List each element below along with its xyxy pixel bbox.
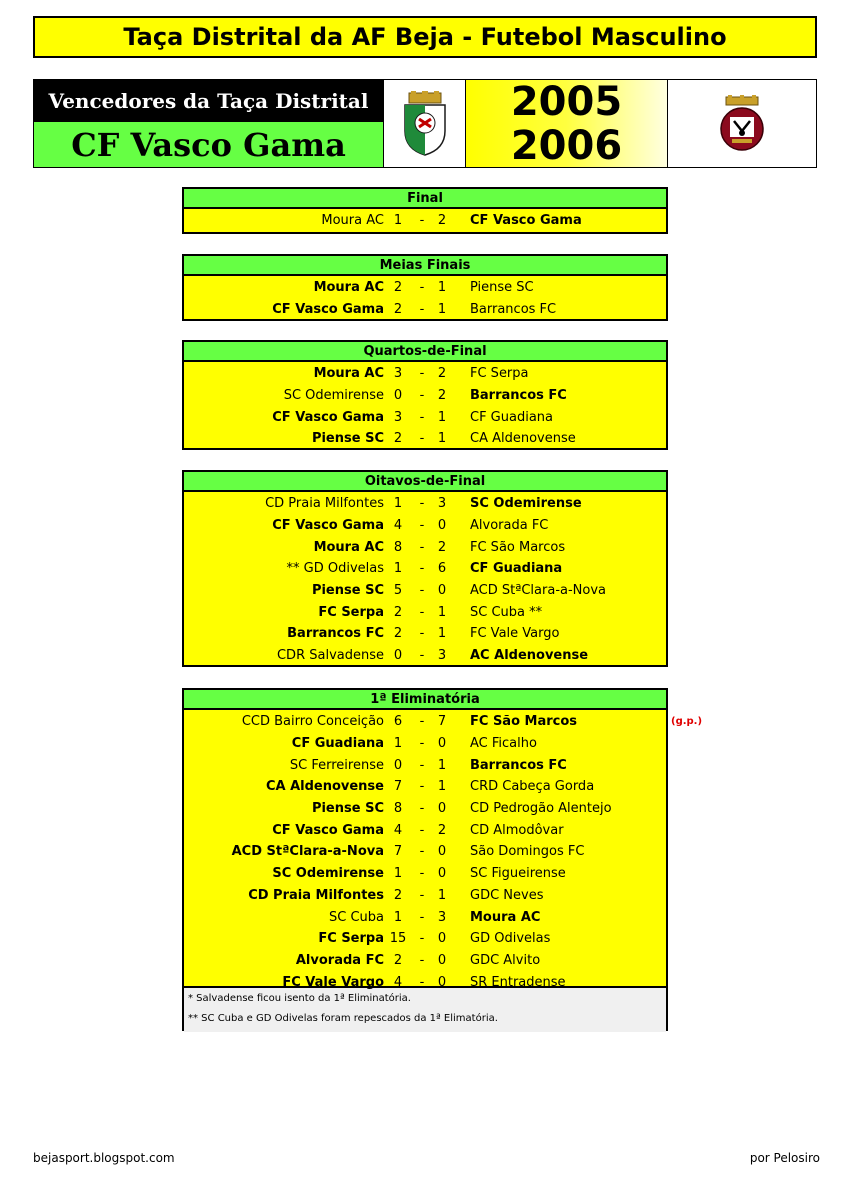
footer-source: bejasport.blogspot.com <box>33 1151 175 1165</box>
season-cell <box>466 80 668 167</box>
away-score: 1 <box>437 280 447 296</box>
match-list <box>184 209 666 232</box>
match-row <box>184 841 666 863</box>
score-separator: - <box>419 518 425 534</box>
home-score: 2 <box>393 887 403 903</box>
away-team: Moura AC <box>470 909 541 925</box>
winner-panel <box>34 80 384 167</box>
match-row <box>184 928 666 950</box>
home-team: ACD StªClara-a-Nova <box>231 844 384 860</box>
match-row <box>184 776 666 798</box>
away-score: 6 <box>437 561 447 577</box>
association-crest-cell <box>668 80 816 167</box>
match-row <box>184 645 666 667</box>
away-score: 7 <box>437 714 447 730</box>
match-list <box>184 492 666 667</box>
footer-author: por Pelosiro <box>749 1151 820 1165</box>
page-title: Taça Distrital da AF Beja - Futebol Masculino <box>33 16 817 58</box>
away-score: 0 <box>437 801 447 817</box>
home-team: FC Serpa <box>318 931 384 947</box>
match-row <box>184 798 666 820</box>
round-first <box>182 688 668 1031</box>
score-separator: - <box>419 931 425 947</box>
home-score: 2 <box>393 952 403 968</box>
home-score: 1 <box>393 909 403 925</box>
round-title: Meias Finais <box>184 256 666 276</box>
home-score: 2 <box>393 431 403 447</box>
match-row <box>184 493 666 515</box>
away-score: 0 <box>437 866 447 882</box>
score-separator: - <box>419 866 425 882</box>
away-score: 3 <box>437 496 447 512</box>
away-team: CD Almodôvar <box>470 822 564 838</box>
away-team: AC Ficalho <box>470 736 537 752</box>
away-team: Barrancos FC <box>470 388 567 404</box>
away-score: 0 <box>437 931 447 947</box>
score-separator: - <box>419 714 425 730</box>
home-score: 2 <box>393 280 403 296</box>
score-separator: - <box>419 887 425 903</box>
home-score: 0 <box>393 388 403 404</box>
match-row <box>184 580 666 602</box>
home-team: SC Ferreirense <box>289 757 384 773</box>
away-score: 0 <box>437 518 447 534</box>
away-score: 2 <box>437 822 447 838</box>
score-separator: - <box>419 302 425 318</box>
away-score: 2 <box>437 366 447 382</box>
home-score: 1 <box>393 866 403 882</box>
away-team: CRD Cabeça Gorda <box>470 779 595 795</box>
af-beja-crest-icon <box>718 95 766 153</box>
score-separator: - <box>419 736 425 752</box>
away-team: SC Cuba ** <box>470 604 543 620</box>
away-team: Piense SC <box>470 280 534 296</box>
away-team: FC Serpa <box>470 366 529 382</box>
home-score: 2 <box>393 302 403 318</box>
round-title: Oitavos-de-Final <box>184 472 666 492</box>
score-separator: - <box>419 583 425 599</box>
away-score: 1 <box>437 757 447 773</box>
club-crest-cell <box>384 80 466 167</box>
match-row <box>184 601 666 623</box>
away-team: Barrancos FC <box>470 757 567 773</box>
away-score: 1 <box>437 887 447 903</box>
away-team: ACD StªClara-a-Nova <box>470 583 607 599</box>
home-score: 4 <box>393 518 403 534</box>
away-team: GDC Alvito <box>470 952 541 968</box>
home-team: FC Serpa <box>318 604 384 620</box>
match-row <box>184 711 666 733</box>
score-separator: - <box>419 822 425 838</box>
home-team: Moura AC <box>321 213 384 229</box>
match-row <box>184 428 666 450</box>
score-separator: - <box>419 431 425 447</box>
home-score: 4 <box>393 974 403 990</box>
score-separator: - <box>419 561 425 577</box>
vasco-gama-crest-icon <box>399 91 451 157</box>
away-score: 3 <box>437 909 447 925</box>
round-final <box>182 187 668 234</box>
match-row <box>184 754 666 776</box>
home-score: 2 <box>393 604 403 620</box>
score-separator: - <box>419 757 425 773</box>
away-team: CF Guadiana <box>470 409 554 425</box>
home-score: 0 <box>393 648 403 664</box>
away-score: 0 <box>437 974 447 990</box>
match-row <box>184 210 666 232</box>
match-row <box>184 385 666 407</box>
match-row <box>184 885 666 907</box>
winners-label: Vencedores da Taça Distrital <box>34 80 383 122</box>
home-team: CA Aldenovense <box>265 779 384 795</box>
home-team: Moura AC <box>313 366 384 382</box>
home-team: CD Praia Milfontes <box>248 887 384 903</box>
away-score: 0 <box>437 736 447 752</box>
home-score: 1 <box>393 561 403 577</box>
home-team: CF Vasco Gama <box>272 822 384 838</box>
away-team: FC São Marcos <box>470 714 578 730</box>
match-list <box>184 362 666 450</box>
home-score: 3 <box>393 366 403 382</box>
away-score: 0 <box>437 583 447 599</box>
home-score: 1 <box>393 736 403 752</box>
score-separator: - <box>419 388 425 404</box>
home-score: 8 <box>393 539 403 555</box>
away-team: GD Odivelas <box>470 931 551 947</box>
score-separator: - <box>419 909 425 925</box>
away-score: 1 <box>437 604 447 620</box>
score-separator: - <box>419 539 425 555</box>
match-row <box>184 558 666 580</box>
away-team: Alvorada FC <box>470 518 549 534</box>
score-separator: - <box>419 366 425 382</box>
away-score: 1 <box>437 431 447 447</box>
round-of-16 <box>182 470 668 667</box>
home-score: 6 <box>393 714 403 730</box>
home-team: Piense SC <box>311 431 384 447</box>
score-separator: - <box>419 604 425 620</box>
away-score: 1 <box>437 302 447 318</box>
home-team: CF Vasco Gama <box>272 302 384 318</box>
home-score: 8 <box>393 801 403 817</box>
match-row <box>184 906 666 928</box>
home-score: 2 <box>393 626 403 642</box>
score-separator: - <box>419 801 425 817</box>
home-score: 5 <box>393 583 403 599</box>
match-row <box>184 863 666 885</box>
away-team: CF Guadiana <box>470 561 563 577</box>
winner-name: CF Vasco Gama <box>34 122 383 167</box>
round-title: Final <box>184 189 666 209</box>
home-team: CD Praia Milfontes <box>265 496 384 512</box>
home-team: CF Vasco Gama <box>272 518 384 534</box>
home-team: CDR Salvadense <box>276 648 384 664</box>
home-team: Barrancos FC <box>287 626 384 642</box>
round-title: Quartos-de-Final <box>184 342 666 362</box>
round-semifinals <box>182 254 668 321</box>
away-team: São Domingos FC <box>470 844 585 860</box>
match-row <box>184 406 666 428</box>
away-team: CF Vasco Gama <box>470 213 582 229</box>
notes-box <box>184 986 666 1032</box>
away-team: FC Vale Vargo <box>470 626 560 642</box>
home-team: SC Cuba <box>329 909 384 925</box>
home-score: 1 <box>393 496 403 512</box>
away-score: 0 <box>437 844 447 860</box>
home-team: Moura AC <box>313 539 384 555</box>
home-score: 3 <box>393 409 403 425</box>
away-team: CA Aldenovense <box>470 431 576 447</box>
match-row <box>184 277 666 299</box>
match-list <box>184 276 666 320</box>
away-team: SC Figueirense <box>470 866 566 882</box>
away-team: SR Entradense <box>470 974 566 990</box>
away-score: 1 <box>437 409 447 425</box>
away-score: 2 <box>437 213 447 229</box>
season-start: 2005 <box>510 78 623 125</box>
away-team: Barrancos FC <box>470 302 557 318</box>
home-score: 7 <box>393 844 403 860</box>
home-team: CF Vasco Gama <box>272 409 384 425</box>
score-separator: - <box>419 626 425 642</box>
home-score: 4 <box>393 822 403 838</box>
away-team: CD Pedrogão Alentejo <box>470 801 612 817</box>
round-quarterfinals <box>182 340 668 450</box>
away-score: 0 <box>437 952 447 968</box>
home-team: Piense SC <box>311 583 384 599</box>
score-separator: - <box>419 974 425 990</box>
home-team: CF Guadiana <box>291 736 384 752</box>
away-team: AC Aldenovense <box>470 648 589 664</box>
season-end: 2006 <box>510 122 623 169</box>
home-team: ** GD Odivelas <box>286 561 384 577</box>
home-score: 1 <box>393 213 403 229</box>
match-list <box>184 710 666 990</box>
home-team: FC Vale Vargo <box>282 974 384 990</box>
away-score: 1 <box>437 779 447 795</box>
round-title: 1ª Eliminatória <box>184 690 666 710</box>
home-team: SC Odemirense <box>272 866 384 882</box>
score-separator: - <box>419 844 425 860</box>
match-row <box>184 536 666 558</box>
score-separator: - <box>419 280 425 296</box>
match-row <box>184 950 666 972</box>
score-separator: - <box>419 648 425 664</box>
home-score: 15 <box>389 931 407 947</box>
home-score: 0 <box>393 757 403 773</box>
away-team: FC São Marcos <box>470 539 566 555</box>
score-separator: - <box>419 779 425 795</box>
score-separator: - <box>419 952 425 968</box>
note-exempt: * Salvadense ficou isento da 1ª Eliminatória. <box>188 993 411 1004</box>
match-row <box>184 733 666 755</box>
match-row <box>184 515 666 537</box>
score-separator: - <box>419 213 425 229</box>
match-row <box>184 363 666 385</box>
home-team: Alvorada FC <box>295 952 384 968</box>
score-separator: - <box>419 496 425 512</box>
away-score: 3 <box>437 648 447 664</box>
match-row <box>184 819 666 841</box>
home-team: CCD Bairro Conceição <box>241 714 384 730</box>
away-team: GDC Neves <box>470 887 544 903</box>
home-score: 7 <box>393 779 403 795</box>
note-repechage: ** SC Cuba e GD Odivelas foram repescados da 1ª Elimatória. <box>188 1013 498 1024</box>
home-team: Piense SC <box>311 801 384 817</box>
home-team: Moura AC <box>313 280 384 296</box>
penalty-note: (g.p.) <box>671 716 703 727</box>
away-score: 1 <box>437 626 447 642</box>
match-row <box>184 623 666 645</box>
score-separator: - <box>419 409 425 425</box>
away-team: SC Odemirense <box>470 496 582 512</box>
away-score: 2 <box>437 388 447 404</box>
match-row <box>184 299 666 321</box>
away-score: 2 <box>437 539 447 555</box>
home-team: SC Odemirense <box>283 388 384 404</box>
winner-header <box>33 79 817 168</box>
